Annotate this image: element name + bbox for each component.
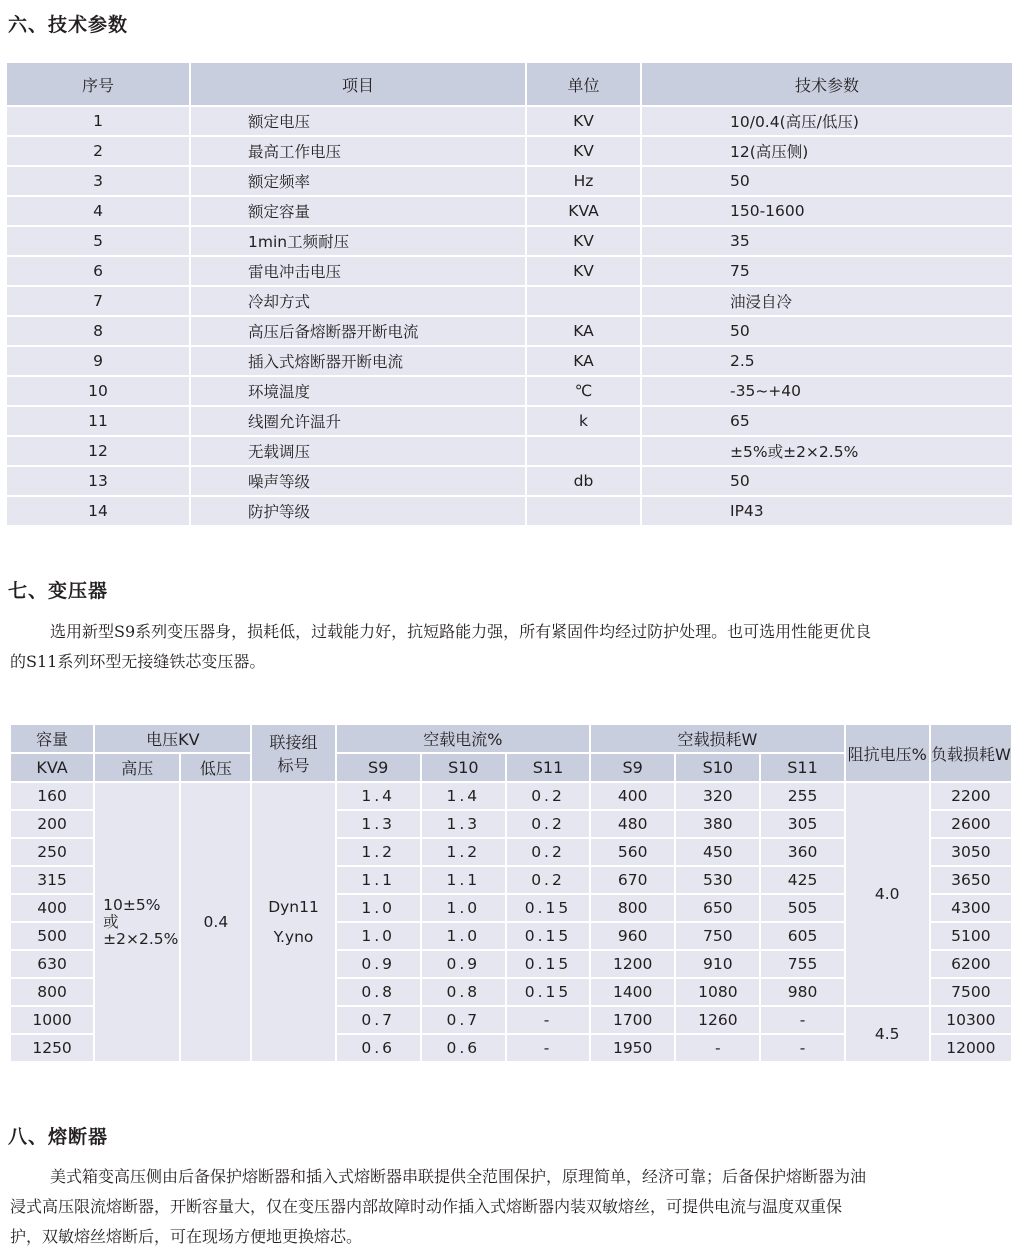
- param-no: 8: [7, 316, 190, 346]
- fuse-description: [10, 1162, 1014, 1252]
- header-noload-loss: 空载损耗W: [590, 724, 845, 753]
- transformer-body: [10, 782, 1012, 1062]
- group-merged-cell: [251, 782, 335, 1062]
- param-no: 3: [7, 166, 190, 196]
- table-row: [10, 782, 1012, 810]
- noload-loss-p11: 755: [760, 950, 844, 978]
- table-row: [7, 466, 1012, 496]
- param-no: 4: [7, 196, 190, 226]
- noload-current-i10: 0.6: [421, 1034, 506, 1062]
- noload-current-i10: 1.0: [421, 922, 506, 950]
- header-hv: 高压: [94, 753, 180, 782]
- param-value: 150-1600: [641, 196, 1012, 226]
- noload-loss-p11: 255: [760, 782, 844, 810]
- transformer-desc-line-2: 的S11系列环型无接缝铁芯变压器。: [10, 652, 266, 671]
- noload-current-i9: 0.7: [336, 1006, 421, 1034]
- noload-current-i9: 0.6: [336, 1034, 421, 1062]
- noload-current-i9: 1.1: [336, 866, 421, 894]
- header-noload-current: 空载电流%: [336, 724, 591, 753]
- table-row: [7, 376, 1012, 406]
- param-value: IP43: [641, 496, 1012, 525]
- param-item: 最高工作电压: [190, 136, 526, 166]
- noload-loss-p10: 1260: [675, 1006, 760, 1034]
- param-item: 额定电压: [190, 106, 526, 136]
- table-row: [7, 346, 1012, 376]
- noload-current-i11: 0.2: [506, 810, 590, 838]
- param-value: 65: [641, 406, 1012, 436]
- capacity-cell: 200: [10, 810, 94, 838]
- param-value: 50: [641, 466, 1012, 496]
- capacity-cell: 800: [10, 978, 94, 1006]
- param-unit: [526, 286, 641, 316]
- load-loss-cell: 5100: [930, 922, 1012, 950]
- noload-current-i10: 1.0: [421, 894, 506, 922]
- group-value-line-2: Y.yno: [273, 928, 314, 946]
- param-value: 2.5: [641, 346, 1012, 376]
- param-unit: KA: [526, 316, 641, 346]
- noload-loss-p9: 1700: [590, 1006, 675, 1034]
- param-no: 11: [7, 406, 190, 436]
- noload-current-i11: 0.15: [506, 950, 590, 978]
- param-unit: KV: [526, 136, 641, 166]
- table-row: [7, 256, 1012, 286]
- fuse-desc-line-3: 护，双敏熔丝熔断后，可在现场方便地更换熔芯。: [10, 1227, 363, 1246]
- capacity-cell: 315: [10, 866, 94, 894]
- noload-loss-p11: -: [760, 1006, 844, 1034]
- hv-value-line-2: 或: [103, 912, 119, 931]
- param-item: 线圈允许温升: [190, 406, 526, 436]
- noload-loss-p11: -: [760, 1034, 844, 1062]
- table-row: [7, 196, 1012, 226]
- section-6-title: 六、技术参数: [8, 14, 129, 36]
- noload-loss-p9: 1400: [590, 978, 675, 1006]
- table-row: [7, 226, 1012, 256]
- header-loss-s10: S10: [675, 753, 760, 782]
- noload-current-i9: 0.9: [336, 950, 421, 978]
- noload-loss-p10: 530: [675, 866, 760, 894]
- param-item: 高压后备熔断器开断电流: [190, 316, 526, 346]
- table-row: [7, 166, 1012, 196]
- noload-loss-p11: 425: [760, 866, 844, 894]
- param-value: 油浸自冷: [641, 286, 1012, 316]
- param-item: 额定频率: [190, 166, 526, 196]
- param-no: 1: [7, 106, 190, 136]
- noload-loss-p9: 1950: [590, 1034, 675, 1062]
- header-load-loss: 负载损耗W: [930, 724, 1012, 782]
- noload-current-i10: 1.1: [421, 866, 506, 894]
- noload-current-i11: -: [506, 1034, 590, 1062]
- param-unit: k: [526, 406, 641, 436]
- param-no: 2: [7, 136, 190, 166]
- header-group-line-2: 标号: [277, 756, 310, 775]
- table-row: [7, 106, 1012, 136]
- noload-loss-p10: 910: [675, 950, 760, 978]
- header-capacity-top: 容量: [10, 724, 94, 753]
- header-impedance: 阻抗电压%: [845, 724, 930, 782]
- header-loss-s9: S9: [590, 753, 675, 782]
- param-unit: KV: [526, 106, 641, 136]
- param-no: 13: [7, 466, 190, 496]
- noload-current-i11: 0.15: [506, 922, 590, 950]
- table-row: [7, 496, 1012, 525]
- noload-loss-p9: 670: [590, 866, 675, 894]
- transformer-description: [10, 617, 1014, 677]
- header-connection-group: [251, 724, 335, 782]
- table-row: [7, 316, 1012, 346]
- section-8-title: 八、熔断器: [8, 1126, 109, 1148]
- param-item: 噪声等级: [190, 466, 526, 496]
- noload-loss-p10: 380: [675, 810, 760, 838]
- noload-current-i11: 0.15: [506, 978, 590, 1006]
- param-item: 1min工频耐压: [190, 226, 526, 256]
- noload-current-i11: 0.15: [506, 894, 590, 922]
- header-unit: 单位: [526, 63, 641, 106]
- param-value: 10/0.4(高压/低压): [641, 106, 1012, 136]
- load-loss-cell: 3050: [930, 838, 1012, 866]
- fuse-desc-line-2: 浸式高压限流熔断器，开断容量大，仅在变压器内部故障时动作插入式熔断器内装双敏熔丝，可提供电流与温度双重保: [10, 1197, 843, 1216]
- transformer-table: [9, 723, 1013, 1063]
- param-unit: KA: [526, 346, 641, 376]
- noload-current-i11: 0.2: [506, 838, 590, 866]
- noload-current-i9: 1.4: [336, 782, 421, 810]
- capacity-cell: 1000: [10, 1006, 94, 1034]
- noload-current-i9: 0.8: [336, 978, 421, 1006]
- noload-loss-p9: 480: [590, 810, 675, 838]
- param-value: 75: [641, 256, 1012, 286]
- noload-loss-p11: 605: [760, 922, 844, 950]
- noload-loss-p11: 360: [760, 838, 844, 866]
- load-loss-cell: 6200: [930, 950, 1012, 978]
- param-unit: KV: [526, 256, 641, 286]
- noload-current-i10: 1.4: [421, 782, 506, 810]
- capacity-cell: 630: [10, 950, 94, 978]
- noload-loss-p10: 450: [675, 838, 760, 866]
- lv-merged-cell: 0.4: [180, 782, 251, 1062]
- param-unit: db: [526, 466, 641, 496]
- param-no: 7: [7, 286, 190, 316]
- fuse-desc-line-1: 美式箱变高压侧由后备保护熔断器和插入式熔断器串联提供全范围保护，原理简单，经济可靠；后备保护熔断器为油: [50, 1167, 867, 1186]
- noload-current-i11: 0.2: [506, 782, 590, 810]
- impedance-cell-2: 4.5: [845, 1006, 930, 1062]
- param-item: 环境温度: [190, 376, 526, 406]
- group-value-line-1: Dyn11: [268, 898, 319, 916]
- param-no: 10: [7, 376, 190, 406]
- header-current-s10: S10: [421, 753, 506, 782]
- noload-current-i10: 0.8: [421, 978, 506, 1006]
- param-item: 插入式熔断器开断电流: [190, 346, 526, 376]
- param-no: 14: [7, 496, 190, 525]
- noload-loss-p10: -: [675, 1034, 760, 1062]
- noload-loss-p9: 400: [590, 782, 675, 810]
- param-value: ±5%或±2×2.5%: [641, 436, 1012, 466]
- param-value: 12(高压侧): [641, 136, 1012, 166]
- capacity-cell: 160: [10, 782, 94, 810]
- capacity-cell: 400: [10, 894, 94, 922]
- header-no: 序号: [7, 63, 190, 106]
- capacity-cell: 1250: [10, 1034, 94, 1062]
- header-item: 项目: [190, 63, 526, 106]
- param-unit: KVA: [526, 196, 641, 226]
- load-loss-cell: 12000: [930, 1034, 1012, 1062]
- noload-loss-p11: 980: [760, 978, 844, 1006]
- noload-current-i10: 1.2: [421, 838, 506, 866]
- load-loss-cell: 7500: [930, 978, 1012, 1006]
- noload-loss-p11: 505: [760, 894, 844, 922]
- noload-current-i11: 0.2: [506, 866, 590, 894]
- noload-current-i9: 1.2: [336, 838, 421, 866]
- param-unit: KV: [526, 226, 641, 256]
- noload-current-i10: 1.3: [421, 810, 506, 838]
- param-unit: [526, 496, 641, 525]
- tech-params-header-row: [7, 63, 1012, 106]
- load-loss-cell: 4300: [930, 894, 1012, 922]
- load-loss-cell: 10300: [930, 1006, 1012, 1034]
- load-loss-cell: 2600: [930, 810, 1012, 838]
- load-loss-cell: 2200: [930, 782, 1012, 810]
- param-item: 防护等级: [190, 496, 526, 525]
- noload-loss-p9: 1200: [590, 950, 675, 978]
- noload-current-i9: 1.0: [336, 894, 421, 922]
- header-current-s9: S9: [336, 753, 421, 782]
- noload-current-i10: 0.7: [421, 1006, 506, 1034]
- transformer-header-row-1: [10, 724, 1012, 753]
- tech-params-table: [7, 63, 1012, 525]
- header-param: 技术参数: [641, 63, 1012, 106]
- param-no: 9: [7, 346, 190, 376]
- noload-loss-p9: 800: [590, 894, 675, 922]
- hv-merged-cell: [94, 782, 180, 1062]
- header-lv: 低压: [180, 753, 251, 782]
- capacity-cell: 250: [10, 838, 94, 866]
- noload-loss-p10: 1080: [675, 978, 760, 1006]
- header-capacity-unit: KVA: [10, 753, 94, 782]
- section-7-title: 七、变压器: [8, 580, 109, 602]
- header-voltage: 电压KV: [94, 724, 251, 753]
- header-current-s11: S11: [506, 753, 590, 782]
- param-no: 12: [7, 436, 190, 466]
- param-item: 无载调压: [190, 436, 526, 466]
- noload-loss-p9: 560: [590, 838, 675, 866]
- noload-loss-p10: 750: [675, 922, 760, 950]
- param-no: 5: [7, 226, 190, 256]
- header-group-line-1: 联接组: [269, 733, 318, 752]
- param-value: 50: [641, 166, 1012, 196]
- param-value: -35~+40: [641, 376, 1012, 406]
- noload-current-i9: 1.0: [336, 922, 421, 950]
- param-value: 50: [641, 316, 1012, 346]
- capacity-cell: 500: [10, 922, 94, 950]
- noload-loss-p11: 305: [760, 810, 844, 838]
- param-unit: Hz: [526, 166, 641, 196]
- transformer-desc-line-1: 选用新型S9系列变压器身，损耗低，过载能力好，抗短路能力强，所有紧固件均经过防护处理。也可选用性能更优良: [50, 622, 872, 641]
- impedance-cell-1: 4.0: [845, 782, 930, 1006]
- hv-value-line-3: ±2×2.5%: [103, 929, 179, 948]
- param-no: 6: [7, 256, 190, 286]
- noload-current-i9: 1.3: [336, 810, 421, 838]
- param-unit: [526, 436, 641, 466]
- noload-current-i11: -: [506, 1006, 590, 1034]
- header-loss-s11: S11: [760, 753, 844, 782]
- noload-current-i10: 0.9: [421, 950, 506, 978]
- load-loss-cell: 3650: [930, 866, 1012, 894]
- hv-value-line-1: 10±5%: [103, 895, 161, 914]
- table-row: [7, 136, 1012, 166]
- table-row: [7, 286, 1012, 316]
- noload-loss-p10: 320: [675, 782, 760, 810]
- param-item: 冷却方式: [190, 286, 526, 316]
- table-row: [7, 406, 1012, 436]
- param-item: 雷电冲击电压: [190, 256, 526, 286]
- noload-loss-p10: 650: [675, 894, 760, 922]
- table-row: [7, 436, 1012, 466]
- param-value: 35: [641, 226, 1012, 256]
- tech-params-body: [7, 106, 1012, 525]
- noload-loss-p9: 960: [590, 922, 675, 950]
- param-item: 额定容量: [190, 196, 526, 226]
- param-unit: ℃: [526, 376, 641, 406]
